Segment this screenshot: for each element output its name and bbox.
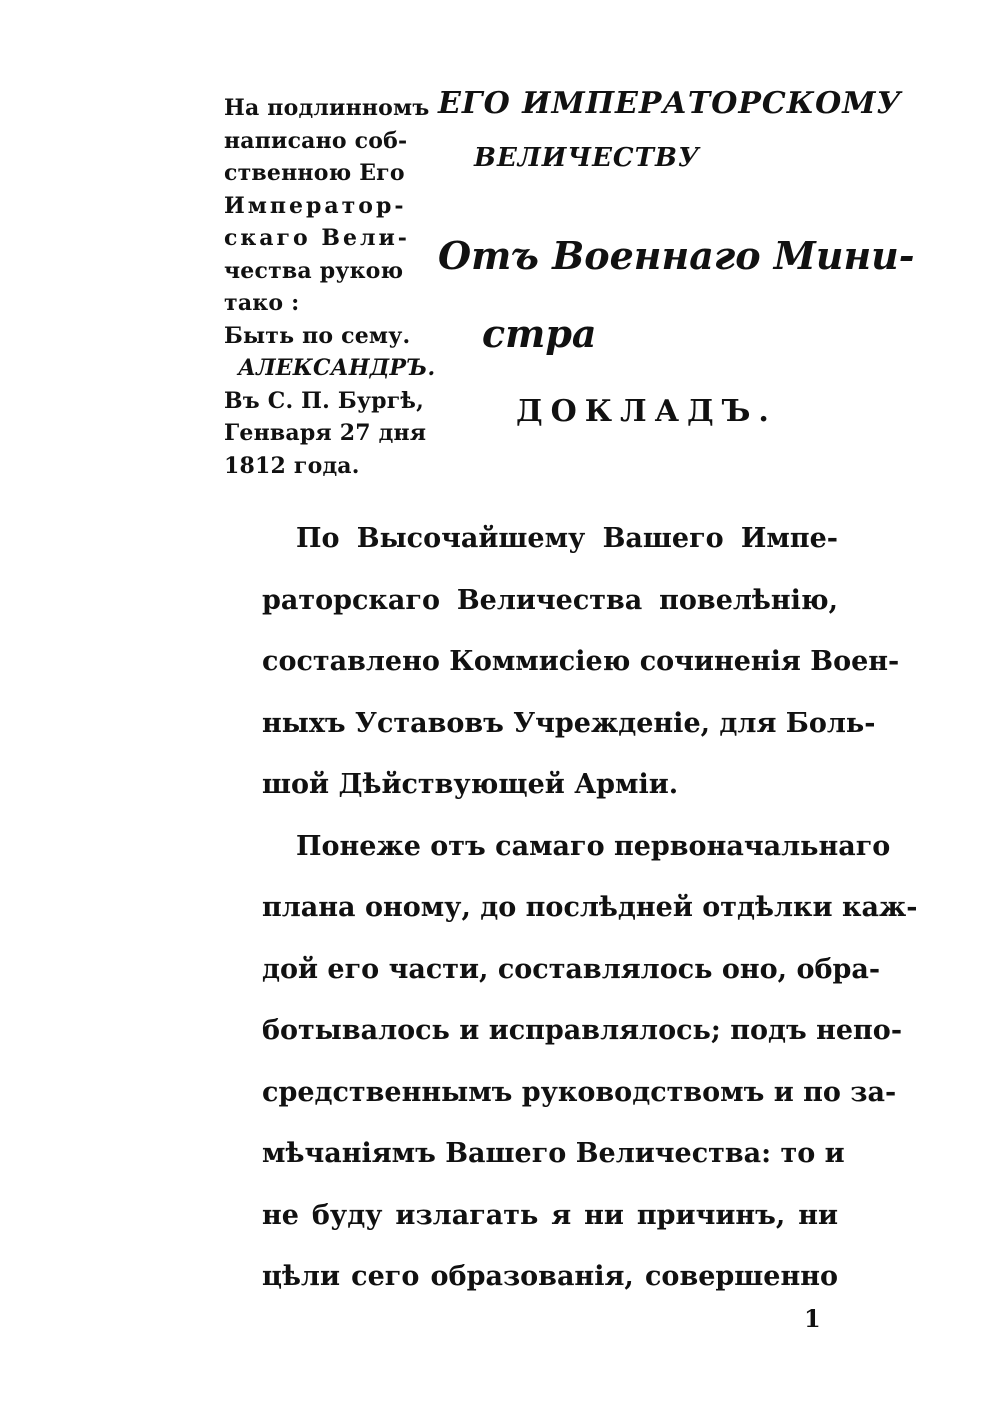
body-line: дой его части, составлялось оно, обра- — [262, 953, 881, 985]
document-title: ДОКЛАДЪ. — [516, 394, 777, 429]
body-line: плана оному, до послѣдней отдѣлки каж- — [262, 892, 918, 923]
margin-note — [224, 92, 434, 482]
margin-note-line: Генваря 27 дня — [224, 420, 427, 446]
margin-note-line: Император- — [224, 192, 407, 219]
body-line: цѣли сего образованія, совершенно — [262, 1261, 838, 1292]
body-text — [262, 508, 918, 1308]
header-from: Отъ Военнаго Мини- — [438, 233, 915, 278]
margin-note-line: чества рукою — [224, 257, 404, 284]
margin-note-line: тако : — [224, 290, 300, 316]
margin-note-line: Въ С. П. Бургѣ, — [224, 387, 424, 414]
margin-note-line: написано соб- — [224, 127, 408, 154]
margin-note-signature: АЛЕКСАНДРЪ. — [238, 355, 436, 381]
body-line: раторскаго Величества повелѣнію, — [262, 584, 838, 616]
margin-note-line: ственною Его — [224, 160, 405, 186]
margin-note-line: 1812 года. — [224, 452, 360, 479]
margin-note-line: На подлинномъ — [224, 95, 430, 121]
document-header — [438, 82, 915, 434]
body-line: средственнымъ руководствомъ и по за- — [262, 1076, 897, 1108]
body-line: Понеже отъ самаго первоначальнаго — [296, 830, 891, 862]
header-addressee: ЕГО ИМПЕРАТОРСКОМУ — [438, 86, 902, 121]
page-number: 1 — [804, 1304, 821, 1333]
margin-note-line: Быть по сему. — [224, 322, 411, 349]
header-from-cont: стра — [482, 311, 597, 356]
body-line: шой Дѣйствующей Арміи. — [262, 769, 679, 800]
body-line: составлено Коммисіею сочиненія Воен- — [262, 646, 900, 677]
body-line: ботывалось и исправлялось; подъ непо- — [262, 1015, 903, 1046]
body-line: не буду излагать я ни причинъ, ни — [262, 1199, 838, 1231]
margin-note-line: скаго Вели- — [224, 225, 410, 251]
body-line: По Высочайшему Вашего Импе- — [296, 523, 838, 554]
body-line: мѣчаніямъ Вашего Величества: то и — [262, 1138, 845, 1169]
body-line: ныхъ Уставовъ Учрежденіе, для Боль- — [262, 707, 876, 739]
header-addressee-cont: ВЕЛИЧЕСТВУ — [474, 143, 701, 173]
